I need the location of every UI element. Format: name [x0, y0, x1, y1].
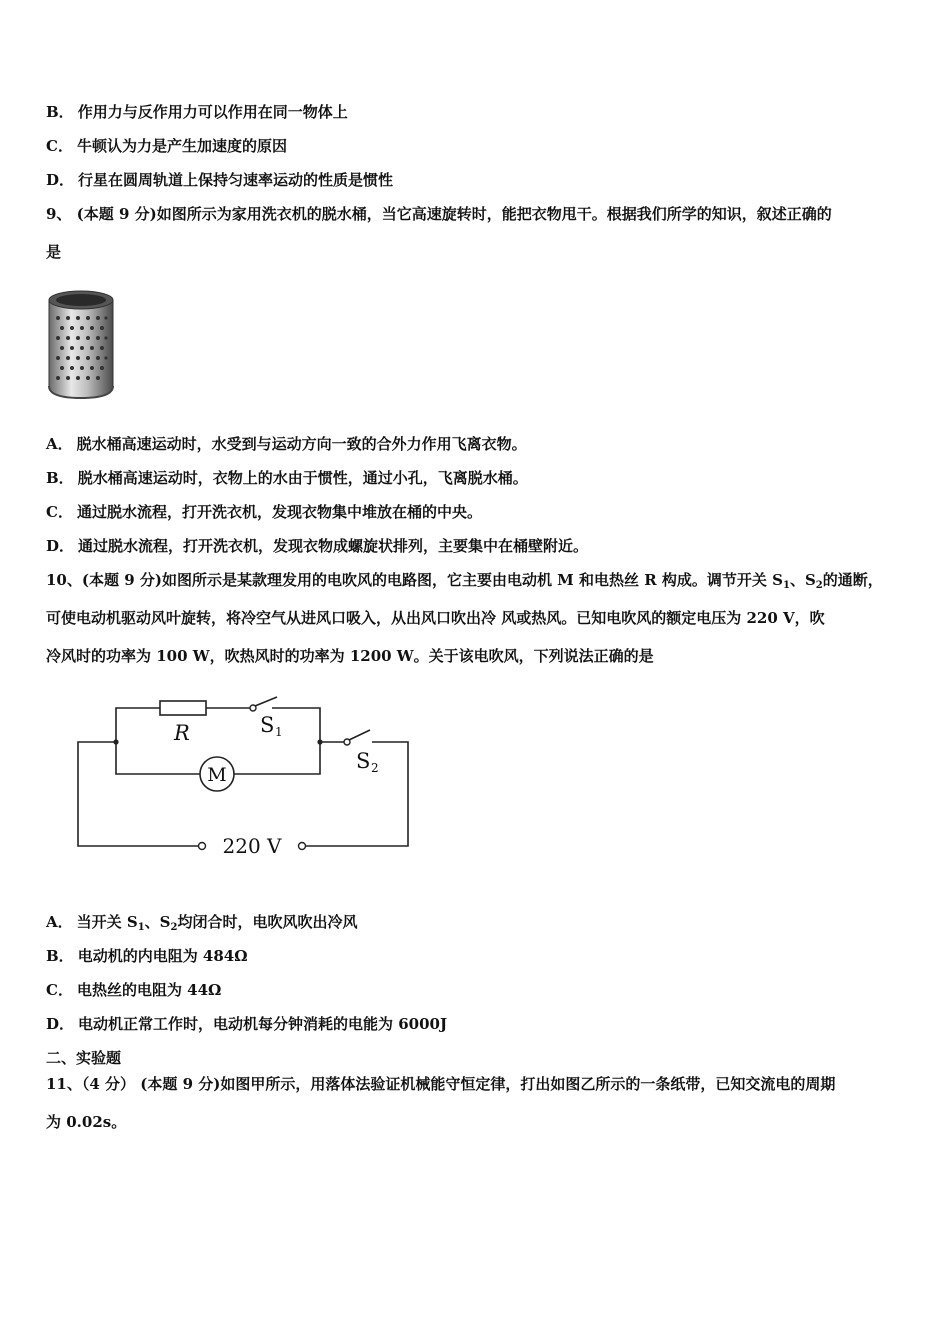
resistor-label: R	[174, 721, 190, 745]
q9-option-c	[46, 502, 482, 522]
q9-stem-line2: 是	[46, 243, 62, 261]
q8-option-b	[46, 102, 348, 122]
switch1-blade	[255, 697, 277, 706]
option-text: 电动机的内电阻为 484Ω	[77, 947, 248, 965]
switch1-label: S	[260, 713, 275, 737]
switch1-subscript: 1	[275, 725, 283, 739]
hair-dryer-circuit-diagram	[72, 694, 414, 856]
q8-option-d	[46, 170, 393, 190]
option-sub1: 1	[137, 922, 145, 933]
q11-stem-line2: 为 0.02s。	[46, 1113, 127, 1131]
switch2-blade	[349, 730, 370, 740]
switch2-label: S	[356, 749, 371, 773]
spin-drum-figure	[46, 286, 116, 402]
option-letter: A．	[46, 435, 73, 453]
q10-stem-part-a: 10、(本题 9 分)如图所示是某款理发用的电吹风的电路图，它主要由电动机 M 和电热丝 R 构成。调节开关 S	[46, 571, 783, 589]
q10-stem-line1	[46, 570, 883, 596]
option-text-part-c: 均闭合时，电吹风吹出冷风	[177, 913, 358, 931]
option-text: 牛顿认为力是产生加速度的原因	[76, 137, 287, 155]
section-title: 二、实验题	[46, 1049, 122, 1067]
q10-stem-line3: 冷风时的功率为 100 W，吹热风时的功率为 1200 W。关于该电吹风，下列说法正确的是	[46, 647, 654, 665]
option-text-part-b: 、S	[144, 913, 171, 931]
option-letter: D．	[46, 1015, 75, 1033]
option-letter: C．	[46, 981, 73, 999]
q9-option-a	[46, 434, 527, 454]
option-letter: B．	[46, 103, 74, 121]
option-text: 电动机正常工作时，电动机每分钟消耗的电能为 6000J	[78, 1015, 448, 1033]
motor-label: M	[207, 764, 227, 786]
option-sub2: 2	[170, 922, 178, 933]
option-text: 行星在圆周轨道上保持匀速率运动的性质是惯性	[78, 171, 394, 189]
option-letter: A．	[46, 913, 73, 931]
q10-option-d	[46, 1014, 447, 1034]
lower-left-wire	[116, 742, 200, 774]
q9-option-d	[46, 536, 588, 556]
q10-option-b	[46, 946, 248, 966]
resistor-symbol	[160, 701, 206, 715]
option-letter: D．	[46, 537, 75, 555]
terminal-right	[299, 843, 306, 850]
q11-stem-line1: 11、（4 分） (本题 9 分)如图甲所示，用落体法验证机械能守恒定律，打出如图乙所示的一条纸带，已知交流电的周期	[46, 1075, 836, 1093]
option-text: 电热丝的电阻为 44Ω	[76, 981, 222, 999]
q10-stem-sub1: 1	[782, 580, 790, 591]
q10-option-c	[46, 980, 221, 1000]
option-text: 脱水桶高速运动时，水受到与运动方向一致的合外力作用飞离衣物。	[76, 435, 527, 453]
option-letter: C．	[46, 503, 73, 521]
switch2-subscript: 2	[371, 761, 379, 775]
option-text-part-a: 当开关 S	[76, 913, 138, 931]
outer-left-wire	[78, 742, 198, 846]
q10-stem-part-b: 、S	[789, 571, 816, 589]
option-letter: C．	[46, 137, 73, 155]
q9-stem-line1: 9、 (本题 9 分)如图所示为家用洗衣机的脱水桶，当它高速旋转时，能把衣物甩干。根据我们所学的知识，叙述正确的	[46, 205, 832, 223]
q10-stem-part-c: 的通断，	[822, 571, 883, 589]
upper-left-wire	[116, 708, 160, 742]
terminal-left	[199, 843, 206, 850]
option-text: 通过脱水流程，打开洗衣机，发现衣物集中堆放在桶的中央。	[76, 503, 482, 521]
q10-stem-line2: 可使电动机驱动风叶旋转，将冷空气从进风口吸入，从出风口吹出冷 风或热风。已知电吹风的额定电压为 220 V，吹	[46, 609, 825, 627]
lower-right-wire	[234, 742, 320, 774]
option-letter: B．	[46, 947, 74, 965]
q9-option-b	[46, 468, 528, 488]
voltage-label: 220 V	[222, 834, 282, 856]
q8-option-c	[46, 136, 287, 156]
q10-stem-sub2: 2	[815, 580, 823, 591]
option-letter: D．	[46, 171, 75, 189]
q10-option-a	[46, 912, 358, 938]
option-text: 通过脱水流程，打开洗衣机，发现衣物成螺旋状排列，主要集中在桶壁附近。	[78, 537, 589, 555]
option-text: 脱水桶高速运动时，衣物上的水由于惯性，通过小孔，飞离脱水桶。	[77, 469, 528, 487]
option-letter: B．	[46, 469, 74, 487]
option-text: 作用力与反作用力可以作用在同一物体上	[77, 103, 348, 121]
